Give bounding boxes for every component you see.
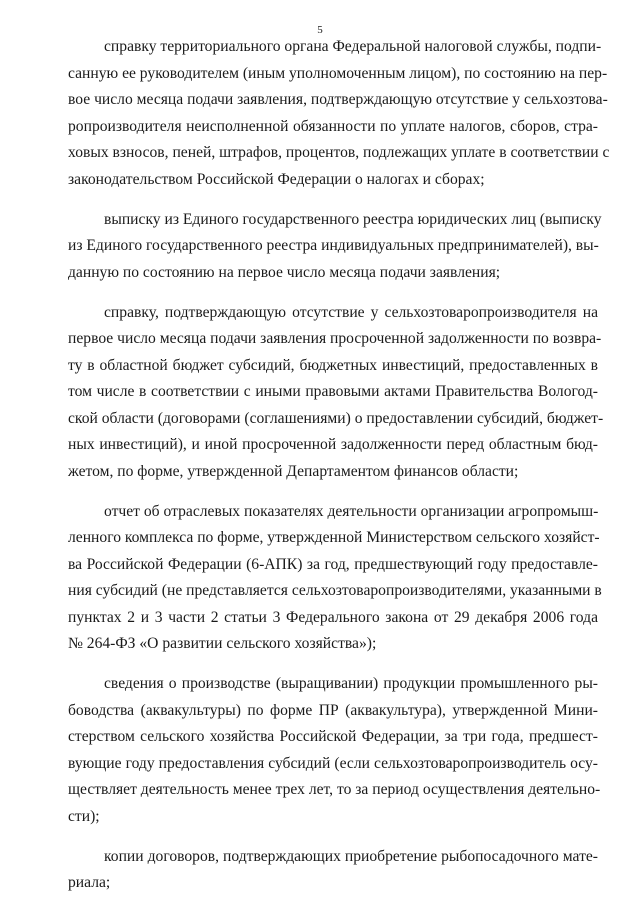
- text-line: ных инвестиций), и иной просроченной задолженности перед областным бюд-: [68, 436, 598, 453]
- text-line: стерством сельского хозяйства Российской Федерации, за три года, предшест-: [68, 728, 598, 745]
- paragraph-debt-certificate: [68, 300, 604, 486]
- text-line: ва Российской Федерации (6-АПК) за год, предшествующий году предоставле-: [68, 555, 598, 573]
- text-line: ленного комплекса по форме, утвержденной Министерством сельского хозяйст-: [68, 529, 600, 546]
- text-line: сведения о производстве (выращивании) продукции промышленного ры-: [104, 675, 598, 692]
- text-line: копии договоров, подтверждающих приобретение рыбопосадочного мате-: [104, 847, 598, 865]
- body-text: [68, 34, 610, 910]
- text-line: отчет об отраслевых показателях деятельности организации агропромыш-: [104, 502, 599, 520]
- text-line: справку территориального органа Федеральной налоговой службы, подпи-: [104, 38, 602, 55]
- paragraph-tax-certificate: [68, 34, 610, 193]
- text-line: ской области (договорами (соглашениями) о предоставлении субсидий, бюджет-: [68, 409, 604, 427]
- text-line: ропроизводителя неисполненной обязанности по уплате налогов, сборов, стра-: [68, 117, 598, 135]
- page-number: 5: [317, 24, 323, 36]
- text-line: жетом, по форме, утвержденной Департаментом финансов области;: [68, 462, 519, 480]
- text-line: пунктах 2 и 3 части 2 статьи 3 Федерального закона от 29 декабря 2006 года: [68, 608, 598, 626]
- paragraph-industry-report: [68, 499, 602, 658]
- text-line: из Единого государственного реестра индивидуальных предпринимателей), вы-: [68, 237, 599, 254]
- text-line: боводства (аквакультуры) по форме ПР (аквакультура), утвержденной Мини-: [68, 701, 598, 719]
- text-line: законодательством Российской Федерации о налогах и сборах;: [68, 170, 485, 188]
- text-line: ту в областной бюджет субсидий, бюджетных инвестиций, предоставленных в: [68, 356, 598, 374]
- paragraph-contract-copies: [68, 844, 598, 897]
- text-line: риала;: [68, 874, 111, 891]
- paragraph-aquaculture-data: [68, 671, 601, 830]
- text-line: ния субсидий (не представляется сельхозтоваропроизводителями, указанными в: [68, 582, 602, 599]
- text-line: санную ее руководителем (иным уполномоченным лицом), по состоянию на пер-: [68, 64, 608, 82]
- text-line: сти);: [68, 807, 100, 825]
- text-line: справку, подтверждающую отсутствие у сельхозтоваропроизводителя на: [104, 303, 598, 321]
- text-line: вующие году предоставления субсидий (если сельхозтоваропроизводитель осу-: [68, 754, 598, 772]
- paragraph-registry-extract: [68, 207, 602, 287]
- text-line: ховых взносов, пеней, штрафов, процентов, подлежащих уплате в соответствии с: [68, 144, 610, 161]
- text-line: том числе в соответствии с иными правовыми актами Правительства Вологод-: [68, 383, 598, 400]
- text-line: № 264-ФЗ «О развитии сельского хозяйства»);: [68, 635, 377, 652]
- text-line: выписку из Единого государственного реестра юридических лиц (выписку: [104, 210, 602, 228]
- text-line: первое число месяца подачи заявления просроченной задолженности по возвра-: [68, 330, 602, 347]
- text-line: данную по состоянию на первое число месяца подачи заявления;: [68, 263, 501, 281]
- text-line: ществляет деятельность менее трех лет, то за период осуществления деятельно-: [68, 781, 601, 798]
- text-line: вое число месяца подачи заявления, подтверждающую отсутствие у сельхозтова-: [68, 91, 608, 108]
